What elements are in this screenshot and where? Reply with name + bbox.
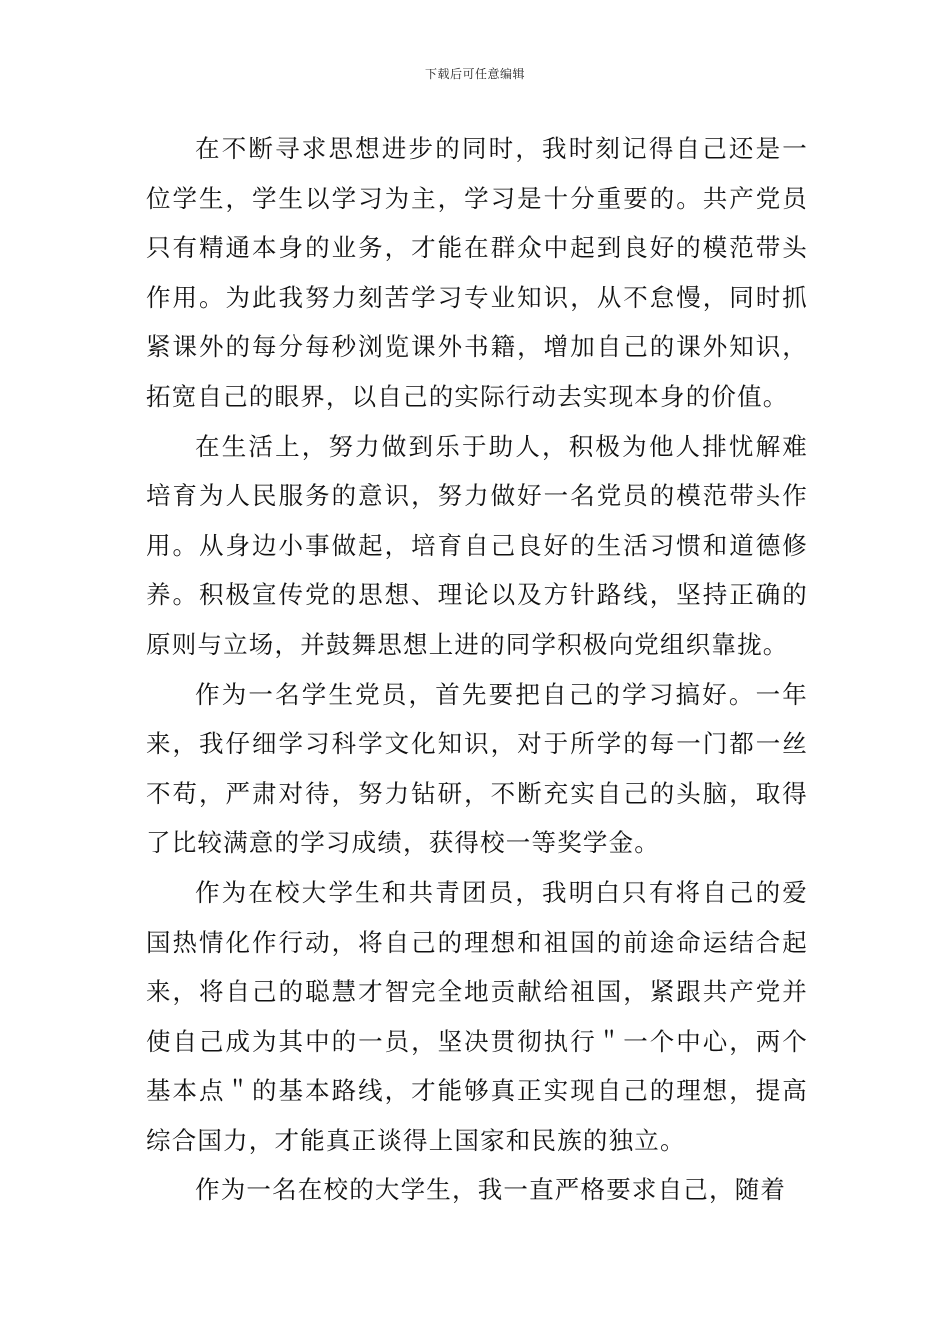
paragraph-patriotism: 作为在校大学生和共青团员，我明白只有将自己的爱国热情化作行动，将自己的理想和祖国的前途命运结合起来，将自己的聪慧才智完全地贡献给祖国，紧跟共产党并使自己成为其中的一员，坚决贯彻执行＂一个中心，两个基本点＂的基本路线，才能够真正实现自己的理想，提高综合国力，才能真正谈得上国家和民族的独立。 xyxy=(146,877,808,1155)
paragraph-self-discipline: 作为一名在校的大学生，我一直严格要求自己，随着 xyxy=(195,1175,787,1205)
page-header: 下载后可任意编辑 xyxy=(424,67,525,81)
paragraph-study: 在不断寻求思想进步的同时，我时刻记得自己还是一位学生，学生以学习为主，学习是十分重要的。共产党员只有精通本身的业务，才能在群众中起到良好的模范带头作用。为此我努力刻苦学习专业知识，从不怠慢，同时抓紧课外的每分每秒浏览课外书籍，增加自己的课外知识，拓宽自己的眼界，以自己的实际行动去实现本身的价值。 xyxy=(146,134,808,411)
document-body xyxy=(146,124,808,1215)
paragraph-life: 在生活上，努力做到乐于助人，积极为他人排忧解难培育为人民服务的意识，努力做好一名党员的模范带头作用。从身边小事做起，培育自己良好的生活习惯和道德修养。积极宣传党的思想、理论以及方针路线，坚持正确的原则与立场，并鼓舞思想上进的同学积极向党组织靠拢。 xyxy=(146,431,808,659)
paragraph-student-member: 作为一名学生党员，首先要把自己的学习搞好。一年来，我仔细学习科学文化知识，对于所学的每一门都一丝不苟，严肃对待，努力钻研，不断充实自己的头脑，取得了比较满意的学习成绩，获得校一等奖学金。 xyxy=(146,679,808,858)
